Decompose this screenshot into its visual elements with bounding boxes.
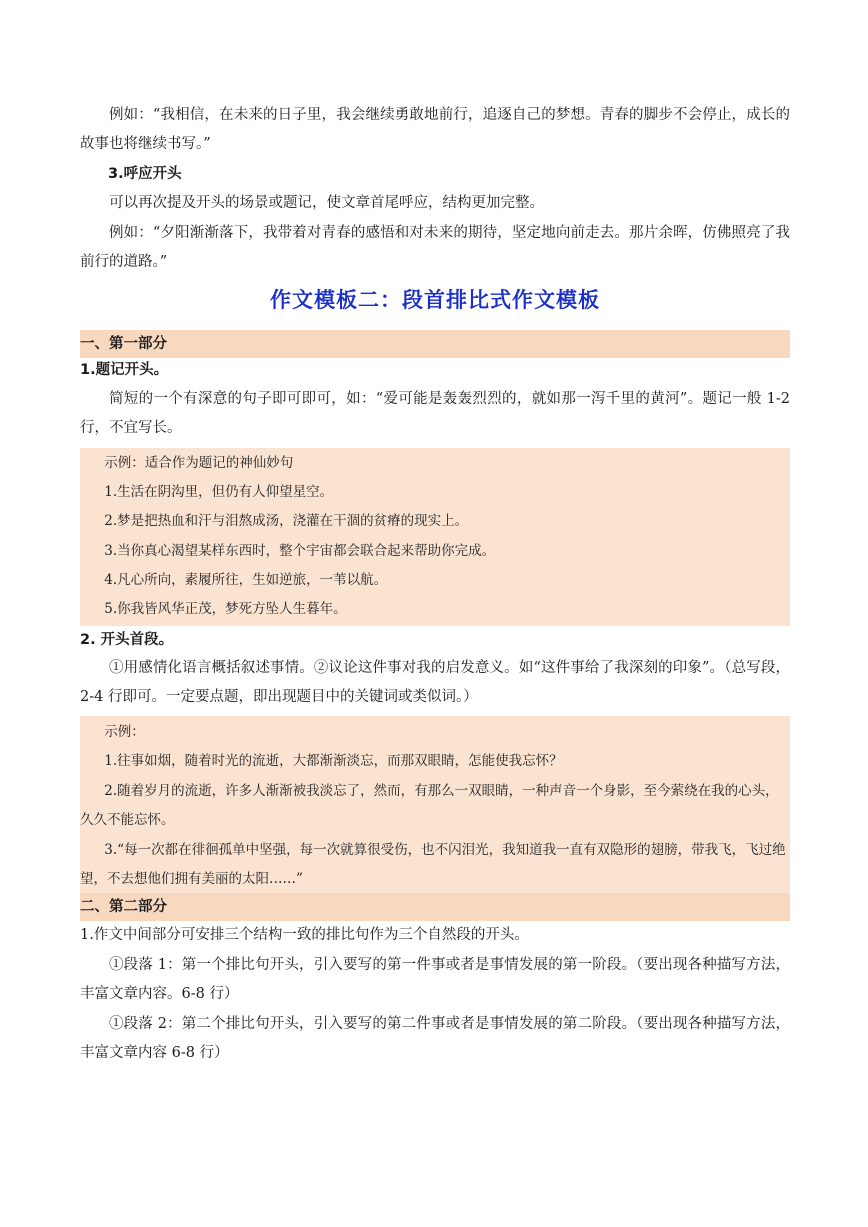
example-item: 2.梦是把热血和汗与泪熬成汤，浇灌在干涸的贫瘠的现实上。 bbox=[104, 513, 469, 529]
epigraph-examples-box bbox=[80, 448, 790, 626]
section-bar-part2: 二、第二部分 bbox=[80, 893, 790, 921]
example-item: 1.生活在阴沟里，但仍有人仰望星空。 bbox=[104, 484, 334, 500]
paragraph-2-guide: ①段落 2：第二个排比句开头，引入要写的第二件事或者是事情发展的第二阶段。（要出现各种描写方法，丰富文章内容 6-8 行） bbox=[80, 1016, 790, 1061]
example-item: 1.往事如烟，随着时光的流逝，大都渐渐淡忘，而那双眼睛，怎能使我忘怀？ bbox=[104, 753, 563, 769]
paragraph-1-guide: ①段落 1：第一个排比句开头，引入要写的第一件事或者是事情发展的第一阶段。（要出现各种描写方法，丰富文章内容。6-8 行） bbox=[80, 957, 790, 1002]
template-title: 作文模板二：段首排比式作文模板 bbox=[270, 288, 600, 312]
examples-heading: 示例：适合作为题记的神仙妙句 bbox=[104, 455, 294, 471]
opening-examples-box bbox=[80, 716, 790, 894]
example-item: 5.你我皆风华正茂，梦死方坠人生暮年。 bbox=[104, 601, 347, 617]
example-item: 4.凡心所向，素履所往，生如逆旅，一苇以航。 bbox=[104, 572, 388, 588]
example-item: 3.“每一次都在徘徊孤单中坚强，每一次就算很受伤，也不闪泪光，我知道我一直有双隐形的翅膀，带我飞，飞过绝望，不去想他们拥有美丽的太阳……” bbox=[80, 842, 786, 887]
echo-description: 可以再次提及开头的场景或题记，使文章首尾呼应，结构更加完整。 bbox=[109, 195, 544, 211]
heading-first-paragraph: 2. 开头首段。 bbox=[80, 632, 174, 648]
example-item: 3.当你真心渴望某样东西时，整个宇宙都会联合起来帮助你完成。 bbox=[104, 543, 496, 559]
epigraph-description: 简短的一个有深意的句子即可即可，如：“爱可能是轰轰烈烈的，就如那一泻千里的黄河”。题记一般 1-2 行，不宜写长。 bbox=[80, 391, 790, 436]
section-bar-part1: 一、第一部分 bbox=[80, 330, 790, 358]
example-paragraph-1: 例如：“我相信，在未来的日子里，我会继续勇敢地前行，追逐自己的梦想。青春的脚步不会停止，成长的故事也将继续书写。” bbox=[80, 107, 790, 152]
part2-intro: 1.作文中间部分可安排三个结构一致的排比句作为三个自然段的开头。 bbox=[80, 927, 529, 943]
heading-echo-opening: 3.呼应开头 bbox=[108, 166, 182, 182]
examples-heading: 示例： bbox=[104, 724, 145, 740]
example-paragraph-2: 例如：“夕阳渐渐落下，我带着对青春的感悟和对未来的期待，坚定地向前走去。那片余晖，仿佛照亮了我前行的道路。” bbox=[80, 225, 790, 270]
heading-epigraph-opening: 1.题记开头。 bbox=[80, 362, 169, 378]
first-paragraph-description: ①用感情化语言概括叙述事情。②议论这件事对我的启发意义。如“这件事给了我深刻的印象”。（总写段，2-4 行即可。一定要点题，即出现题目中的关键词或类似词。） bbox=[80, 660, 790, 705]
example-item: 2.随着岁月的流逝，许多人渐渐被我淡忘了，然而，有那么一双眼睛，一种声音一个身影，至今萦绕在我的心头，久久不能忘怀。 bbox=[80, 783, 779, 828]
